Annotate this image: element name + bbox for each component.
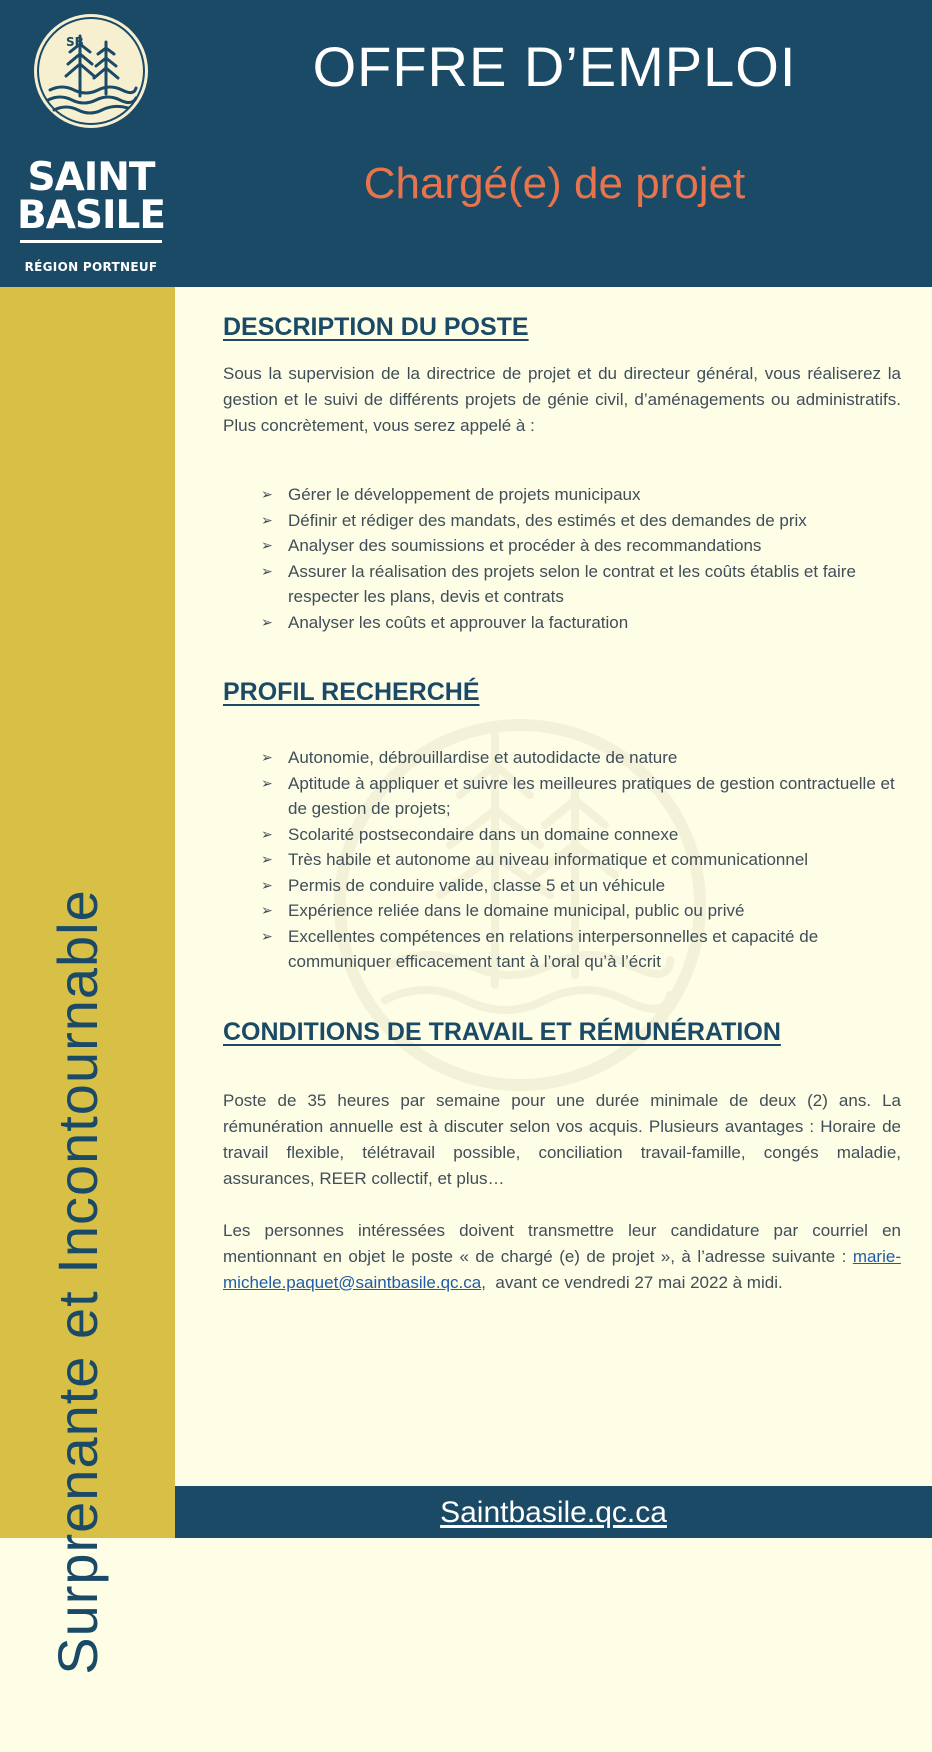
sidebar-slogan: Surprenante et Incontournable [46, 889, 109, 1675]
arrow-bullet-icon: ➢ [261, 537, 273, 553]
list-item: ➢ Analyser les coûts et approuver la facturation [261, 610, 901, 636]
list-item: ➢ Scolarité postsecondaire dans un domaine connexe [261, 822, 901, 848]
list-item: ➢ Autonomie, débrouillardise et autodidacte de nature [261, 745, 901, 771]
job-title: Chargé(e) de projet [363, 159, 746, 208]
sidebar-band [0, 287, 175, 1675]
profile-list [223, 745, 901, 975]
list-item: ➢ Permis de conduire valide, classe 5 et un véhicule [261, 873, 901, 899]
logo-initials: SB [66, 35, 84, 49]
arrow-bullet-icon: ➢ [261, 927, 273, 944]
job-content [223, 310, 901, 1296]
arrow-bullet-icon: ➢ [261, 562, 273, 579]
logo-divider [20, 240, 162, 243]
arrow-bullet-icon: ➢ [261, 825, 273, 842]
tasks-list [223, 482, 901, 635]
application-instructions: Les personnes intéressées doivent transmettre leur candidature par courriel en mentionnant en objet le poste « de chargé (e) de projet », à l’adresse suivante : marie-michele.paquet@saintbasile.qc.ca, avant ce vendredi 27 mai 2022 à midi. [223, 1220, 901, 1292]
arrow-bullet-icon: ➢ [261, 613, 273, 630]
website-link[interactable]: Saintbasile.qc.ca [440, 1496, 667, 1529]
header-banner [0, 0, 932, 287]
arrow-bullet-icon: ➢ [261, 511, 273, 528]
saint-basile-logo [0, 0, 177, 287]
description-heading: DESCRIPTION DU POSTE [223, 313, 529, 341]
arrow-bullet-icon: ➢ [261, 749, 273, 765]
description-intro: Sous la supervision de la directrice de projet et du directeur général, vous réaliserez la gestion et le suivi de différents projets de génie civil, d’aménagements ou administratifs. Plus concrètement, vous serez appelé à : [223, 364, 901, 435]
arrow-bullet-icon: ➢ [261, 851, 273, 867]
conditions-paragraph: Poste de 35 heures par semaine pour une durée minimale de deux (2) ans. La rémunération annuelle est à discuter selon vos acquis. Plusieurs avantages : Horaire de travail flexible, télétravail possible, conciliation travail-famille, congés maladie, assurances, REER collectif, et plus… [223, 1090, 901, 1188]
arrow-bullet-icon: ➢ [261, 486, 273, 502]
list-item: ➢ Définir et rédiger des mandats, des estimés et des demandes de prix [261, 508, 901, 534]
application-text: Les personnes intéressées doivent transmettre leur candidature par courriel en mentionnant en objet le poste « de chargé (e) de projet », à l’adresse suivante : [223, 1220, 901, 1266]
list-item: ➢ Excellentes compétences en relations interpersonnelles et capacité de communiquer efficacement tant à l’oral qu’à l’écrit [261, 924, 901, 975]
list-item: ➢ Gérer le développement de projets municipaux [261, 482, 901, 508]
list-item: ➢ Expérience reliée dans le domaine municipal, public ou privé [261, 898, 901, 924]
footer-banner [175, 1486, 932, 1538]
page-title: OFFRE D’EMPLOI [312, 35, 797, 98]
logo-word-basile: BASILE [16, 193, 165, 238]
logo-word-saint: SAINT [27, 155, 155, 200]
list-item: ➢ Analyser des soumissions et procéder à des recommandations [261, 533, 901, 559]
profile-heading: PROFIL RECHERCHÉ [223, 678, 480, 706]
list-item: ➢ Aptitude à appliquer et suivre les meilleures pratiques de gestion contractuelle et de gestion de projets; [261, 771, 901, 822]
tree-emblem-icon [32, 12, 150, 130]
email-link[interactable]: marie-michele.paquet@saintbasile.qc.ca [223, 1246, 901, 1292]
conditions-heading: CONDITIONS DE TRAVAIL ET RÉMUNÉRATION [223, 1017, 781, 1046]
list-item: ➢ Très habile et autonome au niveau informatique et communicationnel [261, 847, 901, 873]
arrow-bullet-icon: ➢ [261, 774, 273, 791]
arrow-bullet-icon: ➢ [261, 876, 273, 893]
logo-region: RÉGION PORTNEUF [24, 260, 158, 274]
deadline-text: avant ce vendredi 27 mai 2022 à midi. [495, 1272, 783, 1292]
arrow-bullet-icon: ➢ [261, 902, 273, 918]
list-item: ➢ Assurer la réalisation des projets selon le contrat et les coûts établis et faire respecter les plans, devis et contrats [261, 559, 901, 610]
